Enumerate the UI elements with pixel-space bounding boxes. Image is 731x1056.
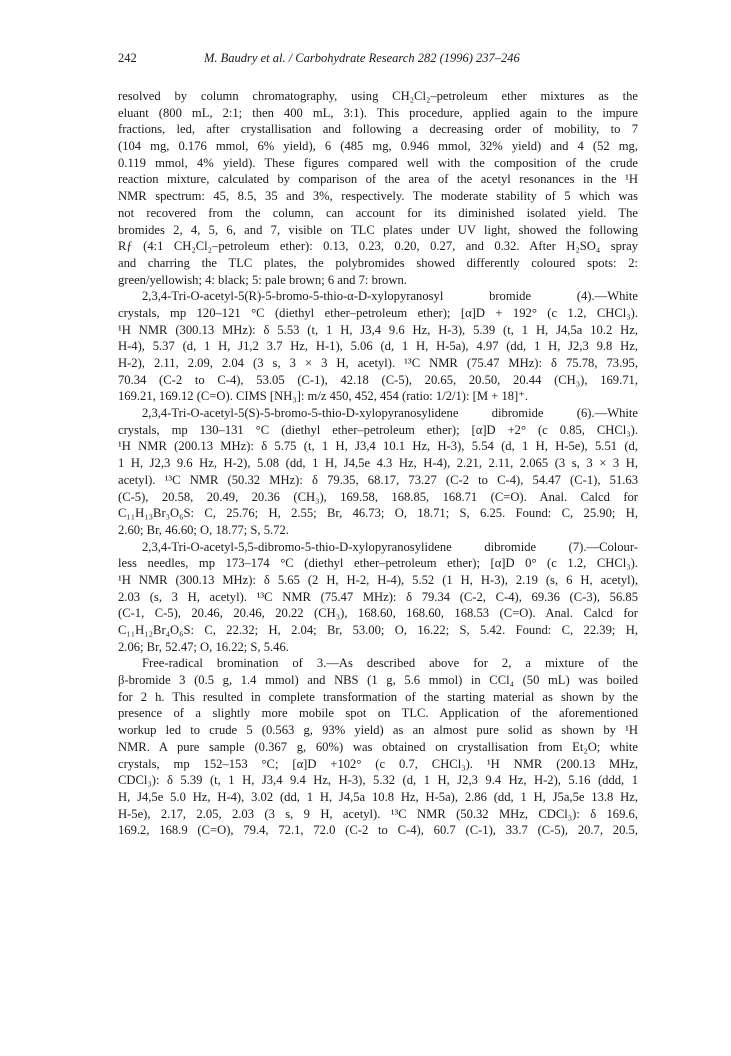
text-line: bromides 2, 4, 5, 6, and 7, visible on TLC plates under UV light, showed the following <box>118 222 638 237</box>
text-line: 169.21, 169.12 (C=O). CIMS [NH₃]: m/z 450, 452, 454 (ratio: 1/2/1): [M + 18]⁺. <box>118 389 529 404</box>
text-line: 1 H, J2,3 9.6 Hz, H-2), 5.08 (dd, 1 H, J4,5e 4.3 Hz, H-4), 2.21, 2.11, 2.065 (3 s, 3 × 3 H, <box>118 456 638 471</box>
text-line: not recovered from the column, can account for its diminished isolated yield. The <box>118 205 638 220</box>
text-line: Free-radical bromination of 3.—As described above for 2, a mixture of the <box>142 656 638 671</box>
text-line: β-bromide 3 (0.5 g, 1.4 mmol) and NBS (1 g, 5.6 mmol) in CCl₄ (50 mL) was boiled <box>118 673 638 688</box>
text-line: reaction mixture, calculated by comparison of the area of the acetyl resonances in the ¹H <box>118 172 638 187</box>
text-line: crystals, mp 120–121 °C (diethyl ether–petroleum ether); [α]D + 192° (c 1.2, CHCl₃). <box>118 305 638 320</box>
running-header <box>118 51 638 69</box>
text-line: eluant (800 mL, 2:1; then 400 mL, 3:1). This procedure, applied again to the impure <box>118 105 638 120</box>
text-line: Rƒ (4:1 CH₂Cl₂–petroleum ether): 0.13, 0.23, 0.20, 0.27, and 0.32. After H₂SO₄ spray <box>118 239 638 254</box>
text-line: 0.119 mmol, 4% yield). These figures compared well with the composition of the crude <box>118 155 638 170</box>
text-line: H-4), 5.37 (d, 1 H, J1,2 3.7 Hz, H-1), 5.06 (d, 1 H, H-5a), 4.97 (dd, 1 H, J2,3 9.8 Hz, <box>118 339 638 354</box>
text-line: ¹H NMR (200.13 MHz): δ 5.75 (t, 1 H, J3,4 10.1 Hz, H-3), 5.54 (d, 1 H, H-5e), 5.51 (d, <box>118 439 638 454</box>
text-line: 2.06; Br, 52.47; O, 16.22; S, 5.46. <box>118 639 289 654</box>
text-line: H, J4,5e 5.0 Hz, H-4), 3.02 (dd, 1 H, J4,5a 10.8 Hz, H-5a), 2.86 (dd, 1 H, J5a,5e 13.8 Hz, <box>118 789 638 804</box>
text-line: C₁₁H₁₃Br₃O₆S: C, 25.76; H, 2.55; Br, 46.73; O, 18.71; S, 6.25. Found: C, 25.90; H, <box>118 506 638 521</box>
text-line: 169.2, 168.9 (C=O), 79.4, 72.1, 72.0 (C-2 to C-4), 60.7 (C-1), 33.7 (C-5), 20.7, 20.5, <box>118 823 638 838</box>
text-line: 2,3,4-Tri-O-acetyl-5,5-dibromo-5-thio-D-xylopyranosylidene dibromide (7).—Colour- <box>142 539 638 554</box>
text-line: (C-1, C-5), 20.46, 20.46, 20.22 (CH₃), 168.60, 168.60, 168.53 (C=O). Anal. Calcd for <box>118 606 638 621</box>
text-line: resolved by column chromatography, using CH₂Cl₂–petroleum ether mixtures as the <box>118 89 638 103</box>
text-line: 2.60; Br, 46.60; O, 18.77; S, 5.72. <box>118 522 289 537</box>
text-line: acetyl). ¹³C NMR (50.32 MHz): δ 79.35, 68.17, 73.27 (C-2 to C-4), 54.47 (C-1), 51.63 <box>118 472 638 487</box>
text-line: H-5e), 2.17, 2.05, 2.03 (3 s, 9 H, acetyl). ¹³C NMR (50.32 MHz, CDCl₃): δ 169.6, <box>118 806 638 821</box>
text-line: and charring the TLC plates, the polybromides showed differently coloured spots: 2: <box>118 255 638 270</box>
text-line: NMR. A pure sample (0.367 g, 60%) was obtained on crystallisation from Et₂O; white <box>118 739 638 754</box>
text-line: for 2 h. This resulted in complete transformation of the starting material as shown by the <box>118 689 638 704</box>
text-line: less needles, mp 173–174 °C (diethyl ether–petroleum ether); [α]D 0° (c 1.2, CHCl₃). <box>118 556 638 571</box>
text-line: ¹H NMR (300.13 MHz): δ 5.65 (2 H, H-2, H-4), 5.52 (1 H, H-3), 2.19 (s, 6 H, acetyl), <box>118 572 638 587</box>
text-line: fractions, led, after crystallisation and following a decreasing order of mobility, to 7 <box>118 122 638 137</box>
text-line: CDCl₃): δ 5.39 (t, 1 H, J3,4 9.4 Hz, H-3), 5.32 (d, 1 H, J2,3 9.4 Hz, H-2), 5.16 (ddd, 1 <box>118 773 638 788</box>
text-line: 2,3,4-Tri-O-acetyl-5(R)-5-bromo-5-thio-α-D-xylopyranosyl bromide (4).—White <box>142 289 638 304</box>
text-line: H-2), 2.11, 2.09, 2.04 (3 s, 3 × 3 H, acetyl). ¹³C NMR (75.47 MHz): δ 75.78, 73.95, <box>118 356 638 370</box>
text-line: (104 mg, 0.176 mmol, 6% yield), 6 (485 mg, 0.946 mmol, 32% yield) and 4 (52 mg, <box>118 139 638 154</box>
text-line: presence of a slightly more mobile spot on TLC. Application of the aforementioned <box>118 706 638 721</box>
text-line: 2.03 (s, 3 H, acetyl). ¹³C NMR (75.47 MHz): δ 79.34 (C-2, C-4), 69.36 (C-3), 56.85 <box>118 589 638 604</box>
text-line: ¹H NMR (300.13 MHz): δ 5.53 (t, 1 H, J3,4 9.6 Hz, H-3), 5.39 (t, 1 H, J4,5a 10.2 Hz, <box>118 322 638 337</box>
text-line: crystals, mp 152–153 °C; [α]D +102° (c 0.7, CHCl₃). ¹H NMR (200.13 MHz, <box>118 756 638 771</box>
text-line: NMR spectrum: 45, 8.5, 35 and 3%, respectively. The moderate stability of 5 which was <box>118 189 638 204</box>
article-body <box>118 88 638 839</box>
text-line: crystals, mp 130–131 °C (diethyl ether–petroleum ether); [α]D +2° (c 0.85, CHCl₃). <box>118 422 638 437</box>
text-line: 2,3,4-Tri-O-acetyl-5(S)-5-bromo-5-thio-D-xylopyranosylidene dibromide (6).—White <box>142 406 638 421</box>
text-line: C₁₁H₁₂Br₄O₆S: C, 22.32; H, 2.04; Br, 53.00; O, 16.22; S, 5.42. Found: C, 22.39; H, <box>118 623 638 637</box>
running-title: M. Baudry et al. / Carbohydrate Research 282 (1996) 237–246 <box>204 51 520 65</box>
text-line: (C-5), 20.58, 20.49, 20.36 (CH₃), 169.58, 168.85, 168.71 (C=O). Anal. Calcd for <box>118 489 638 504</box>
page-number: 242 <box>118 51 137 65</box>
text-line: green/yellowish; 4: black; 5: pale brown; 6 and 7: brown. <box>118 272 407 287</box>
text-line: workup led to crude 5 (0.563 g, 93% yield) as an almost pure solid as shown by ¹H <box>118 723 638 738</box>
text-line: 70.34 (C-2 to C-4), 53.05 (C-1), 42.18 (C-5), 20.65, 20.50, 20.44 (CH₃), 169.71, <box>118 372 638 387</box>
